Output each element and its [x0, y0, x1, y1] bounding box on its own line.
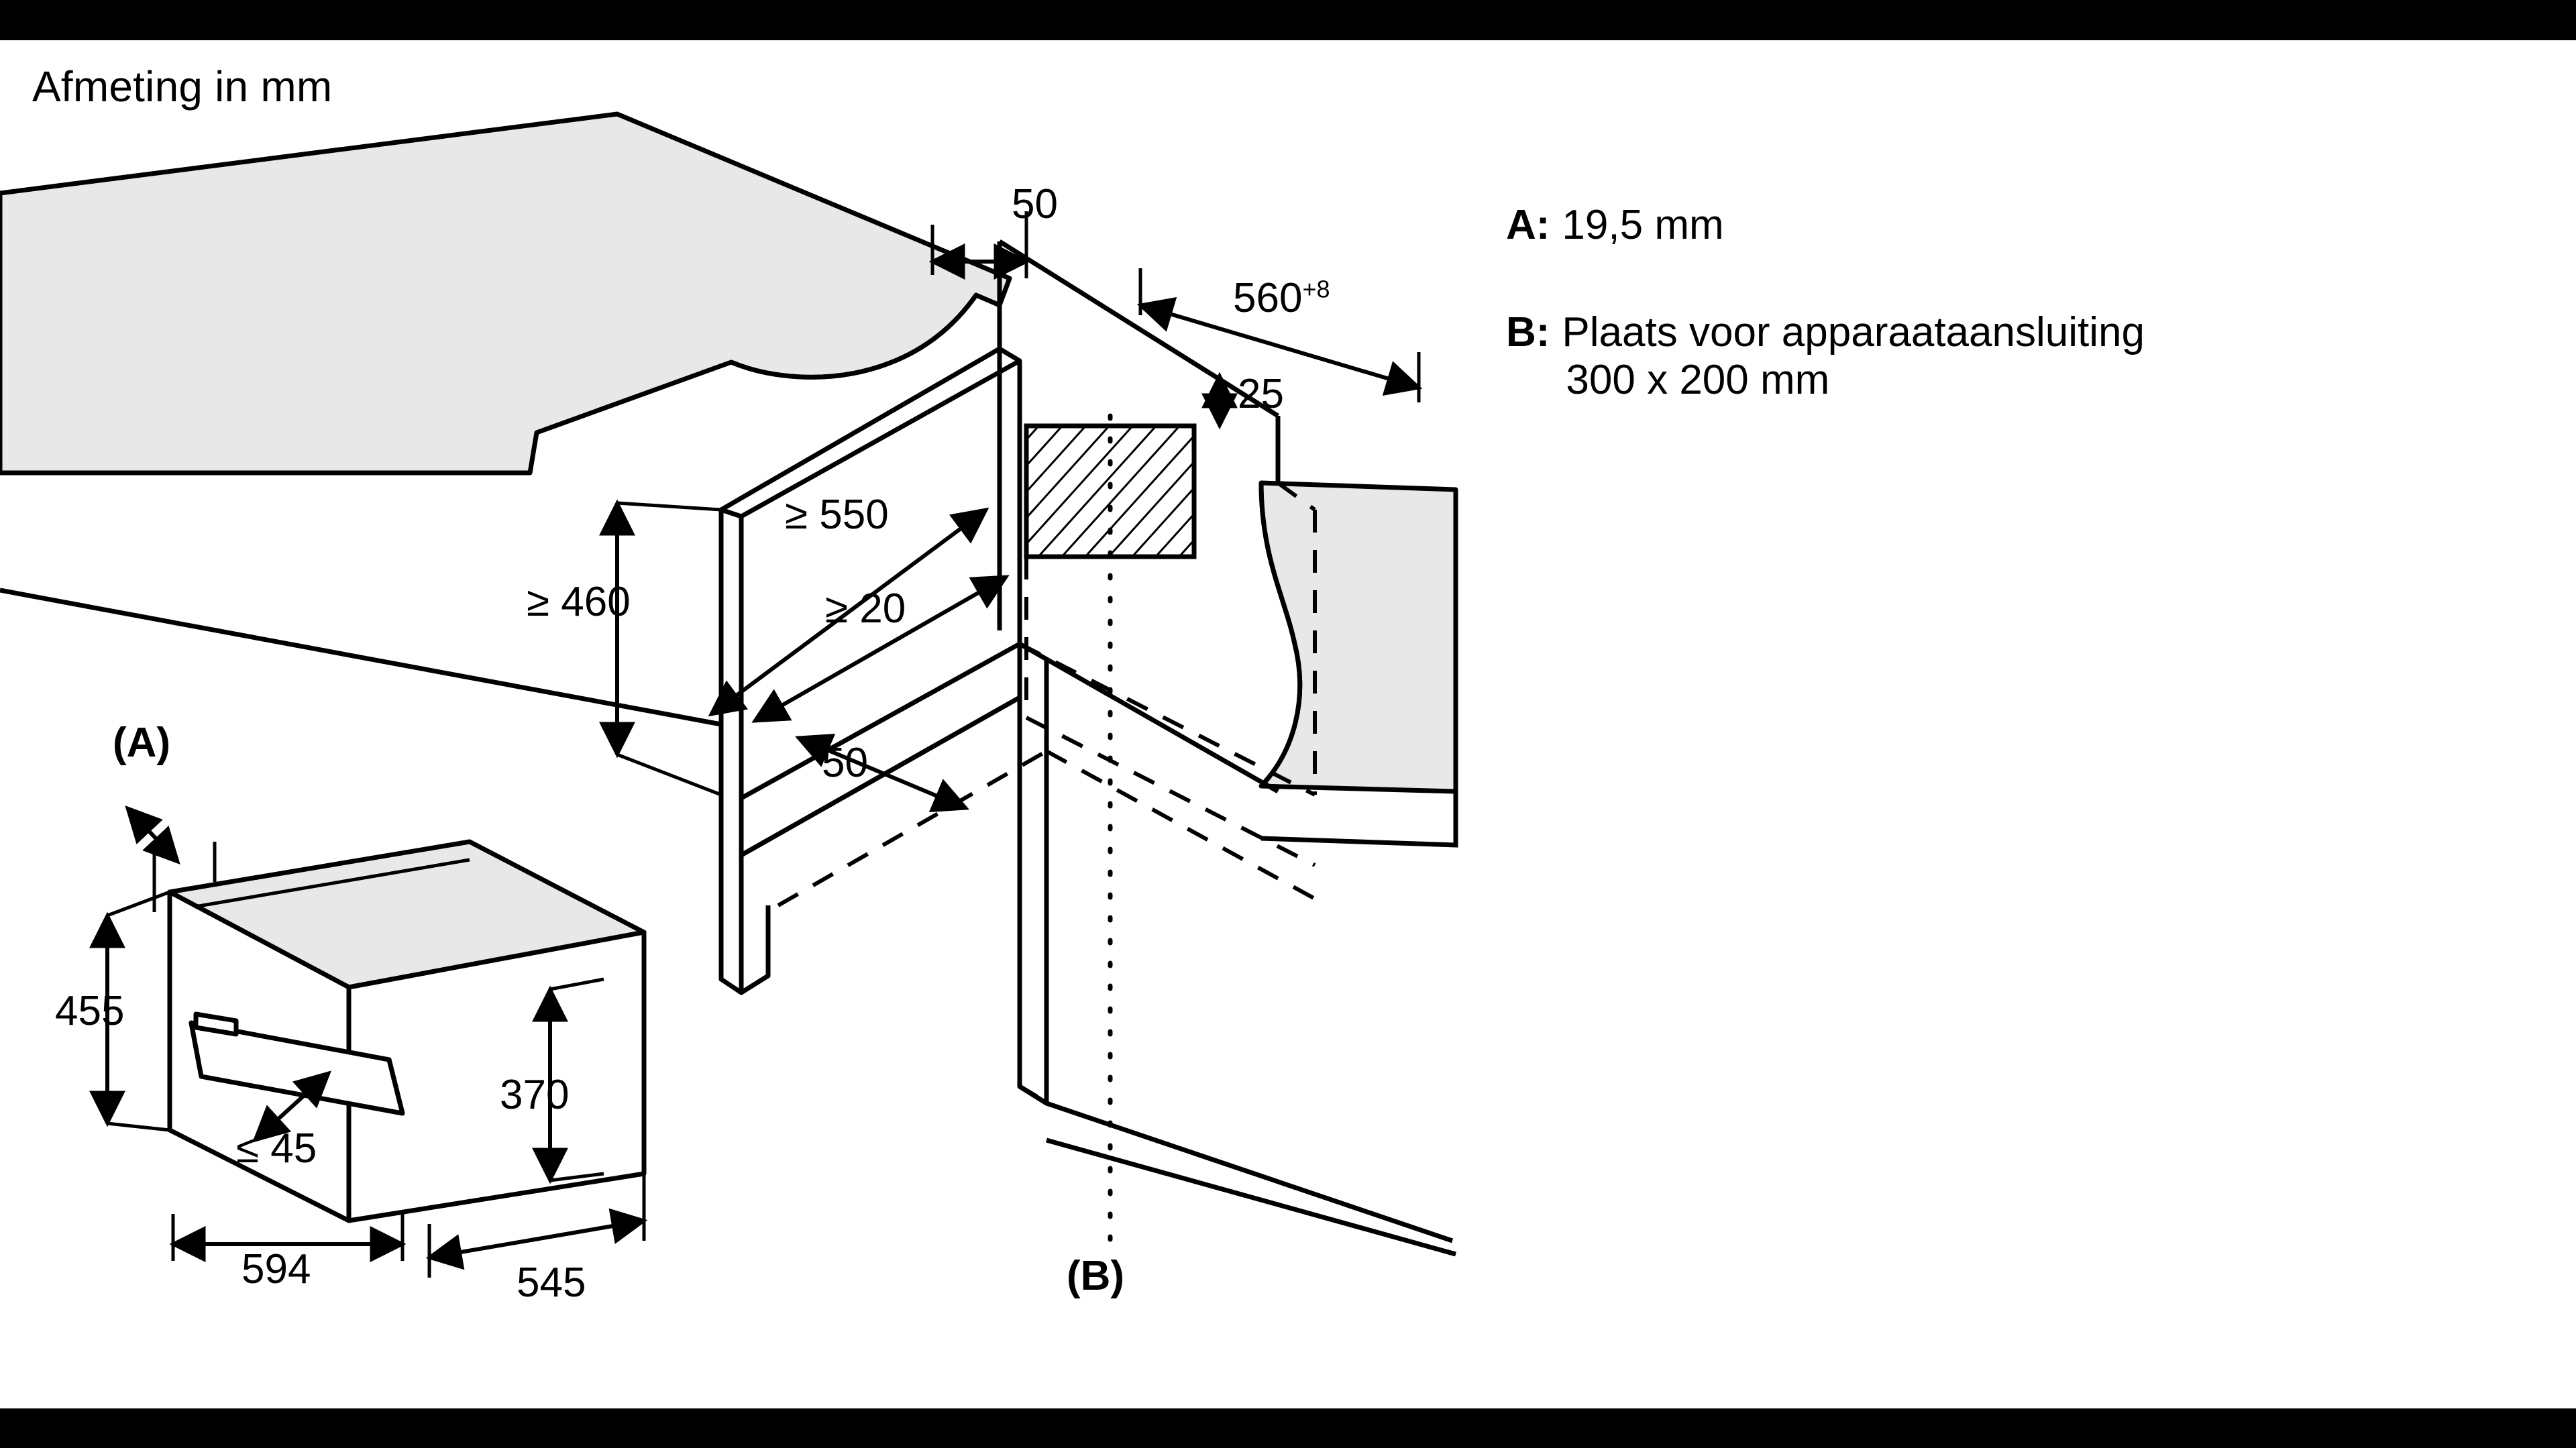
legend-item-a	[1506, 201, 1724, 249]
dimension-width-560	[1233, 276, 1330, 320]
legend-item-b	[1506, 309, 2145, 404]
dimension-front-50: 50	[822, 740, 868, 786]
legend-a-key: A:	[1506, 202, 1550, 248]
dimension-min-550: ≥ 550	[785, 492, 889, 538]
dimension-width-594: 594	[241, 1246, 311, 1292]
legend-b-value: Plaats voor apparaataansluiting	[1562, 309, 2145, 355]
legend-b-key: B:	[1506, 309, 1550, 355]
connection-box	[1026, 426, 1194, 557]
worktop-slab	[0, 114, 1010, 473]
dimension-depth-25: 25	[1238, 371, 1284, 417]
marker-b-label: (B)	[1067, 1253, 1125, 1299]
drawing-canvas	[0, 40, 2576, 1408]
installation-drawing	[0, 40, 2576, 1408]
dimension-width-560-tolerance: +8	[1302, 275, 1330, 303]
dimension-width-560-value: 560	[1233, 275, 1303, 321]
legend-b-value-group	[1562, 309, 2145, 404]
page-title: Afmeting in mm	[32, 62, 333, 111]
dimension-min-20: ≥ 20	[825, 586, 906, 632]
dimension-height-370: 370	[500, 1072, 570, 1118]
dimension-min-460: ≥ 460	[527, 579, 631, 625]
dimension-max-45: ≤ 45	[236, 1125, 317, 1172]
dimension-depth-545: 545	[517, 1260, 586, 1306]
marker-a-label: (A)	[113, 720, 171, 766]
dimension-top-50: 50	[1012, 181, 1058, 227]
dimension-height-455: 455	[55, 988, 125, 1034]
legend-a-value: 19,5 mm	[1562, 202, 1724, 248]
legend-b-value-line2: 300 x 200 mm	[1566, 357, 1830, 403]
